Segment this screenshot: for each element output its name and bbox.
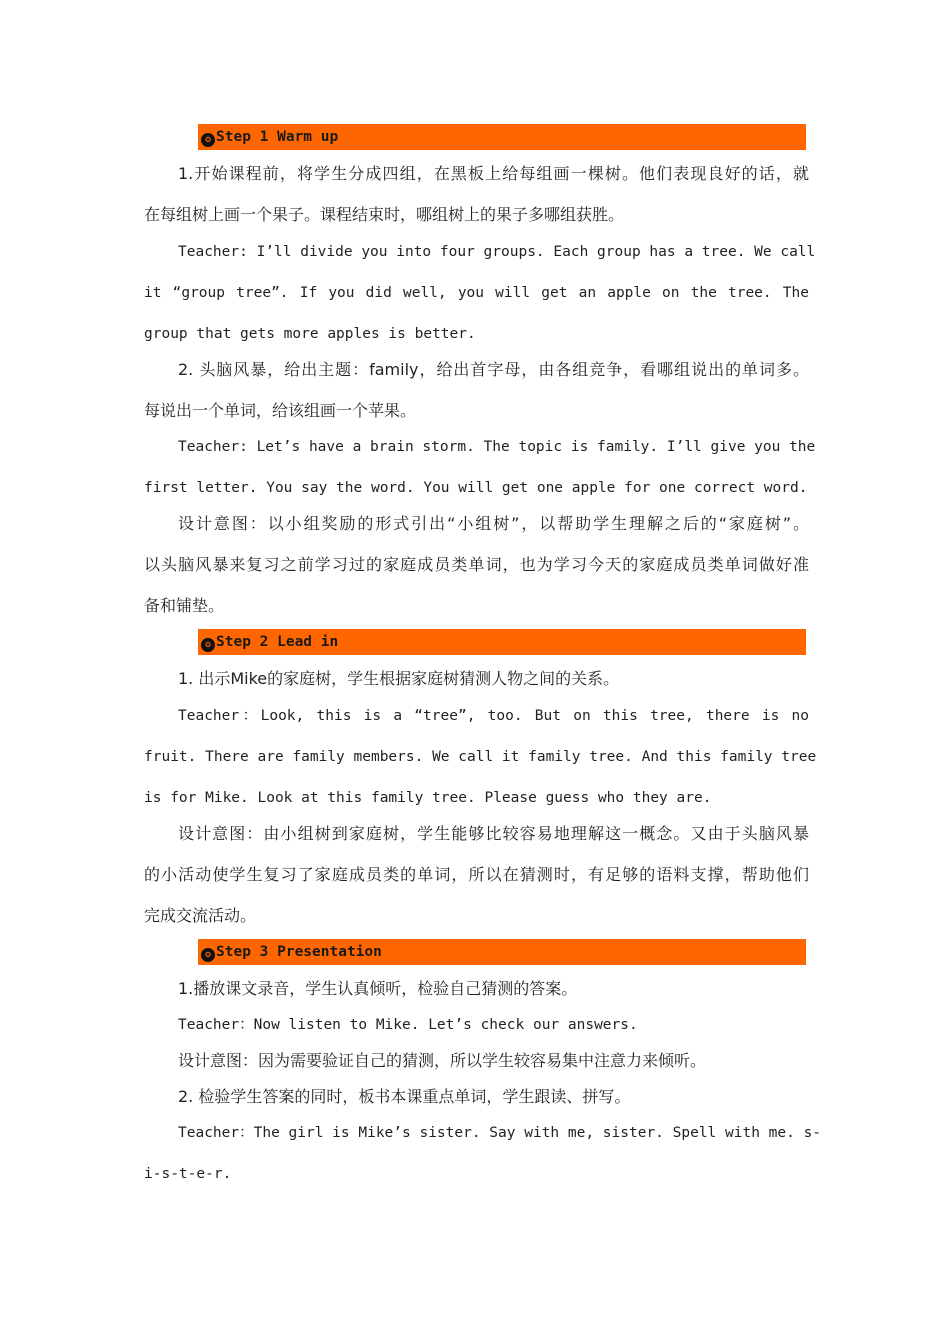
star-bullet-icon: ✪ [201,638,215,652]
paragraph-line: 2. 头脑风暴，给出主题：family，给出首字母，由各组竞争，看哪组说出的单词多。 [178,360,809,379]
paragraph-line: group that gets more apples is better. [144,326,476,342]
paragraph-line: 的小活动使学生复习了家庭成员类的单词，所以在猜测时，有足够的语料支撑，帮助他们 [144,865,809,884]
paragraph-line: 在每组树上画一个果子。课程结束时，哪组树上的果子多哪组获胜。 [144,205,625,224]
step-label: Step 3 Presentation [216,944,382,960]
star-bullet-icon: ✪ [201,133,215,147]
paragraph-line: Teacher：The girl is Mike’s sister. Say with me, sister. Spell with me. s- [178,1125,822,1141]
paragraph-line: 1. 出示Mike的家庭树，学生根据家庭树猜测人物之间的关系。 [178,669,620,688]
paragraph-line: it “group tree”. If you did well, you will get an apple on the tree. The [144,285,809,301]
step-label: Step 2 Lead in [216,634,339,650]
paragraph-line: 设计意图：因为需要验证自己的猜测，所以学生较容易集中注意力来倾听。 [178,1051,707,1070]
paragraph-line: first letter. You say the word. You will get one apple for one correct word. [144,480,808,496]
paragraph-line: Teacher: I’ll divide you into four groups. Each group has a tree. We call [178,244,816,260]
step-heading [198,629,806,655]
paragraph-line: 以头脑风暴来复习之前学习过的家庭成员类单词，也为学习今天的家庭成员类单词做好准 [144,555,809,574]
step-label: Step 1 Warm up [216,129,339,145]
paragraph-line: 每说出一个单词，给该组画一个苹果。 [144,401,417,420]
step-heading [198,124,806,150]
paragraph-line: 设计意图：以小组奖励的形式引出“小组树”，以帮助学生理解之后的“家庭树”。 [178,514,809,533]
paragraph-line: Teacher：Look, this is a “tree”, too. But on this tree, there is no [178,708,809,724]
paragraph-line: 完成交流活动。 [144,906,257,925]
paragraph-line: Teacher: Let’s have a brain storm. The topic is family. I’ll give you the [178,439,816,455]
paragraph-line: 2. 检验学生答案的同时，板书本课重点单词，学生跟读、拼写。 [178,1087,631,1106]
star-bullet-icon: ✪ [201,948,215,962]
paragraph-line: is for Mike. Look at this family tree. Please guess who they are. [144,790,712,806]
paragraph-line: 备和铺垫。 [144,596,225,615]
paragraph-line: 1.播放课文录音，学生认真倾听，检验自己猜测的答案。 [178,979,578,998]
paragraph-line: i-s-t-e-r. [144,1166,232,1182]
paragraph-line: Teacher：Now listen to Mike. Let’s check our answers. [178,1017,638,1033]
paragraph-line: 1.开始课程前，将学生分成四组，在黑板上给每组画一棵树。他们表现良好的话，就 [178,164,809,183]
paragraph-line: 设计意图：由小组树到家庭树，学生能够比较容易地理解这一概念。又由于头脑风暴 [178,824,809,843]
paragraph-line: fruit. There are family members. We call it family tree. And this family tree [144,749,817,765]
step-heading [198,939,806,965]
